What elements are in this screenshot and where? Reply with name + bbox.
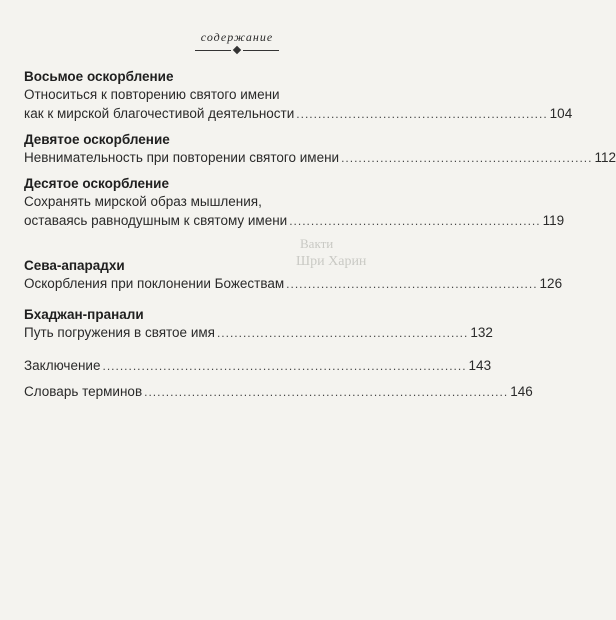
toc-entry-conclusion[interactable] bbox=[24, 356, 492, 376]
page-number: 119 bbox=[542, 213, 565, 228]
toc-section-seva-aparadhi bbox=[24, 257, 563, 294]
page-number: 112 bbox=[594, 150, 616, 165]
toc-section-tenth bbox=[24, 175, 565, 231]
show-through-text: Шри Харин bbox=[296, 254, 367, 269]
section-title: Сева-апарадхи bbox=[24, 258, 125, 273]
section-title: Девятое оскорбление bbox=[24, 132, 170, 147]
section-title: Восьмое оскорбление bbox=[24, 69, 174, 84]
entry-text: Путь погружения в святое имя bbox=[24, 325, 215, 340]
entry-line: Относиться к повторению святого имени bbox=[24, 87, 280, 102]
page-title: содержание bbox=[200, 30, 274, 44]
entry-text: Заключение bbox=[24, 358, 101, 373]
header-ornament bbox=[195, 47, 279, 54]
dot-leader: .......................................................... bbox=[289, 214, 541, 228]
toc-entry[interactable] bbox=[24, 323, 493, 343]
show-through-text: Вакти bbox=[300, 236, 334, 251]
dot-leader: .......................................................... bbox=[341, 151, 593, 165]
toc-section-ninth bbox=[24, 131, 616, 168]
entry-text: Словарь терминов bbox=[24, 384, 143, 399]
page-number: 132 bbox=[470, 325, 493, 340]
entry-line: Сохранять мирской образ мышления, bbox=[24, 194, 262, 209]
table-of-contents bbox=[24, 68, 616, 402]
dot-leader: .................................................................................... bbox=[144, 385, 509, 399]
page-number: 104 bbox=[549, 106, 573, 121]
entry-text: Невнимательность при повторении святого имени bbox=[24, 150, 340, 165]
page-number: 126 bbox=[539, 276, 563, 291]
toc-entry[interactable] bbox=[24, 148, 616, 168]
toc-entry[interactable] bbox=[24, 104, 573, 124]
page-number: 143 bbox=[468, 358, 492, 373]
section-title: Бхаджан-пранали bbox=[24, 307, 144, 322]
section-title: Десятое оскорбление bbox=[24, 176, 169, 191]
dot-leader: .................................................................................... bbox=[102, 359, 467, 373]
toc-section-bhajan-pranali bbox=[24, 306, 493, 343]
entry-text: Оскорбления при поклонении Божествам bbox=[24, 276, 285, 291]
toc-entry[interactable] bbox=[24, 211, 565, 231]
toc-section-eighth bbox=[24, 68, 573, 124]
page-number: 146 bbox=[510, 384, 533, 399]
toc-entry[interactable] bbox=[24, 274, 563, 294]
toc-entry-glossary[interactable] bbox=[24, 382, 533, 402]
dot-leader: .......................................................... bbox=[216, 326, 469, 340]
entry-text: оставаясь равнодушным к святому имени bbox=[24, 213, 288, 228]
dot-leader: .......................................................... bbox=[296, 107, 548, 121]
entry-text: как к мирской благочестивой деятельности bbox=[24, 106, 295, 121]
dot-leader: .......................................................... bbox=[286, 277, 538, 291]
toc-header bbox=[0, 30, 474, 54]
